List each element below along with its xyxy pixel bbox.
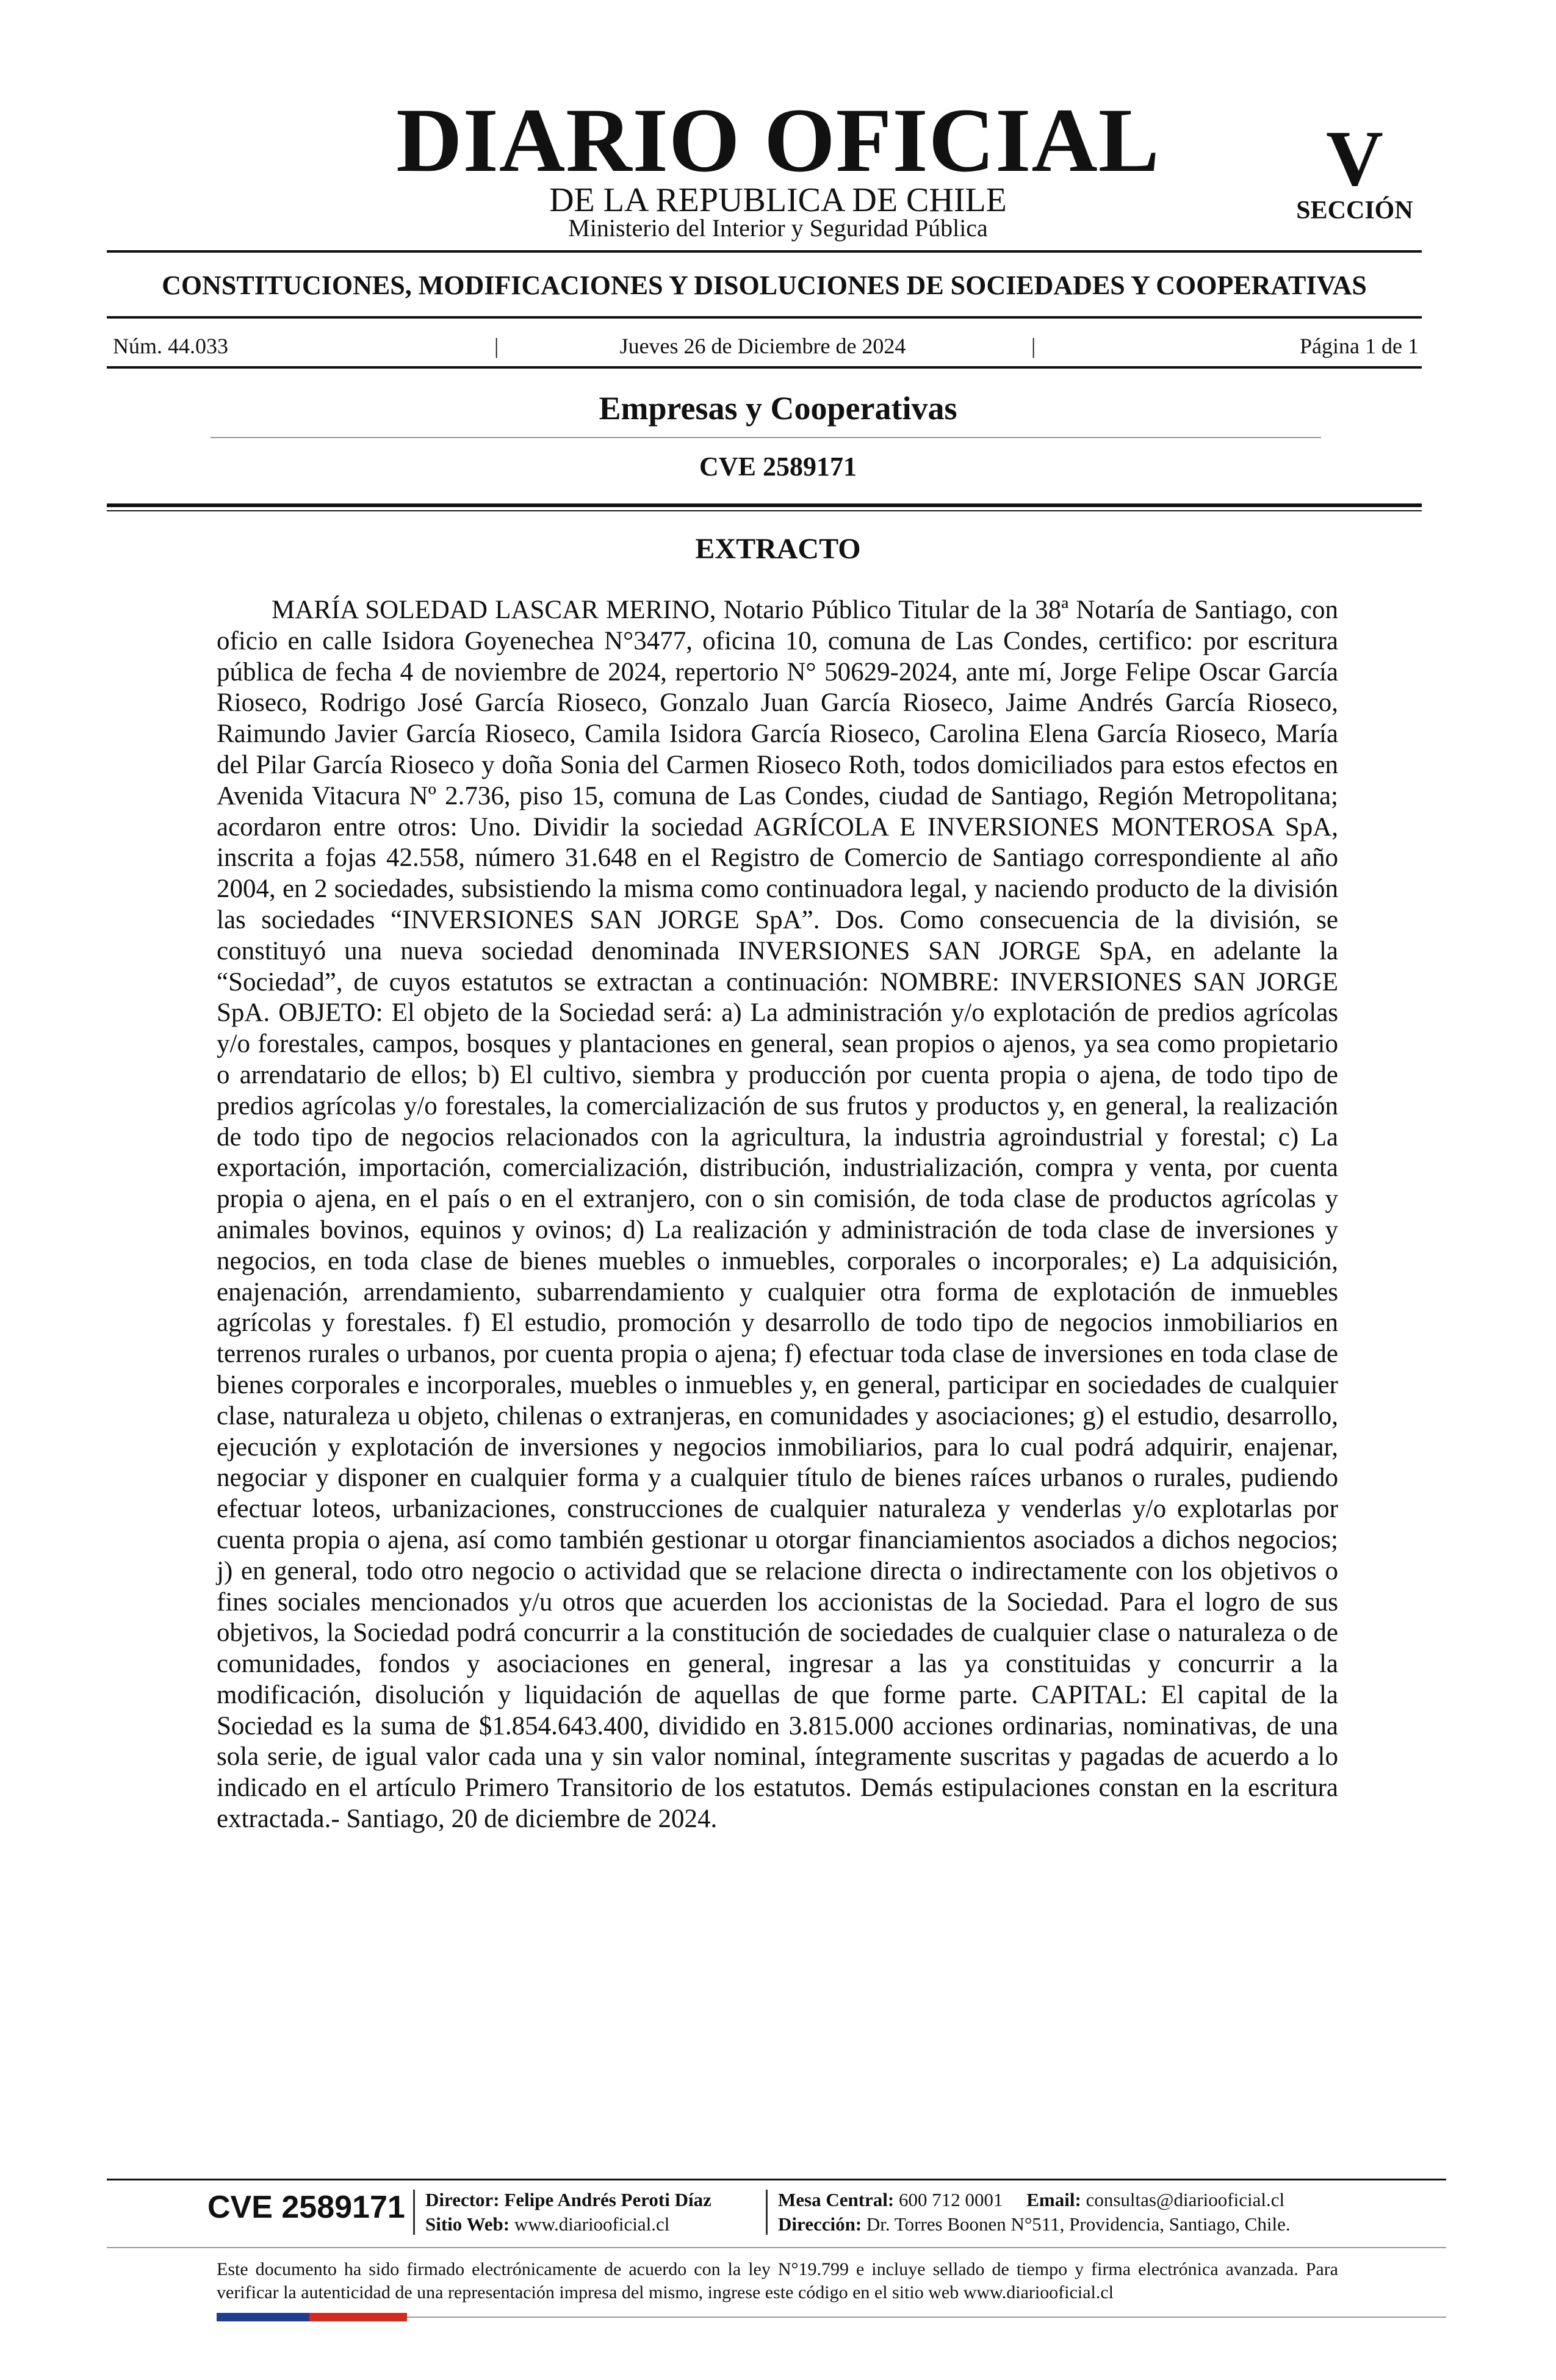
website-link[interactable]: www.diariooficial.cl: [514, 2213, 670, 2235]
category-title: CONSTITUCIONES, MODIFICACIONES Y DISOLUCIONES DE SOCIEDADES Y COOPERATIVAS: [162, 270, 1367, 300]
footer-rule-top: [107, 2179, 1446, 2180]
director-label: Director:: [425, 2189, 500, 2210]
cve-code: CVE 2589171: [699, 452, 857, 481]
footer-divider: [413, 2190, 415, 2235]
footer-cve: CVE 2589171: [207, 2190, 405, 2225]
footer-divider: [766, 2190, 768, 2235]
ministry-line: Ministerio del Interior y Seguridad Pública: [568, 214, 988, 242]
extract-body: MARÍA SOLEDAD LASCAR MERINO, Notario Público Titular de la 38ª Notaría de Santiago, con oficio en calle Isidora Goyenechea N°3477, oficina 10, comuna de Las Condes, certifico: por escritura pública de fecha 4 de noviembre de 2024, repertorio N° 50629-2024, ante mí, Jorge Felipe Oscar García Rioseco, Rodrigo José García Rioseco, Gonzalo Juan García Rioseco, Jaime Andrés García Rioseco, Raimundo Javier García Rioseco, Camila Isidora García Rioseco, Carolina Elena García Rioseco, María del Pilar García Rioseco y doña Sonia del Carmen Rioseco Roth, todos domiciliados para estos efectos en Avenida Vitacura Nº 2.736, piso 15, comuna de Las Condes, ciudad de Santiago, Región Metropolitana; acordaron entre otros: Uno. Dividir la sociedad AGRÍCOLA E INVERSIONES MONTEROSA SpA, inscrita a fojas 42.558, número 31.648 en el Registro de Comercio de Santiago correspondiente al año 2004, en 2 sociedades, subsistiendo la misma como continuadora legal, y naciendo producto de la división las sociedades “INVERSIONES SAN JORGE SpA”. Dos. Como consecuencia de la división, se constituyó una nueva sociedad denominada INVERSIONES SAN JORGE SpA, en adelante la “Sociedad”, de cuyos estatutos se extractan a continuación: NOMBRE: INVERSIONES SAN JORGE SpA. OBJETO: El objeto de la Sociedad será: a) La administración y/o explotación de predios agrícolas y/o forestales, campos, bosques y plantaciones en general, sean propios o ajenos, ya sea como propietario o arrendatario de ellos; b) El cultivo, siembra y producción por cuenta propia o ajena, de todo tipo de predios agrícolas y/o forestales, la comercialización de sus frutos y productos y, en general, la realización de todo tipo de negocios relacionados con la agricultura, la industria agroindustrial y forestal; c) La exportación, importación, comercialización, distribución, industrialización, compra y venta, por cuenta propia o ajena, en el país o en el extranjero, con o sin comisión, de toda clase de productos agrícolas y animales bovinos, equinos y ovinos; d) La realización y administración de toda clase de inversiones y negocios, en toda clase de bienes muebles o inmuebles, corporales o incorporales; e) La adquisición, enajenación, arrendamiento, subarrendamiento y cualquier otra forma de explotación de inmuebles agrícolas y forestales. f) El estudio, promoción y desarrollo de todo tipo de negocios inmobiliarios en terrenos rurales o urbanos, por cuenta propia o ajena; f) efectuar toda clase de inversiones en toda clase de bienes corporales e incorporales, muebles o inmuebles y, en general, participar en sociedades de cualquier clase, naturaleza u objeto, chilenas o extranjeras, en comunidades y asociaciones; g) el estudio, desarrollo, ejecución y explotación de inversiones y negocios inmobiliarios, para lo cual podrá adquirir, enajenar, negociar y disponer en cualquier forma y a cualquier título de bienes raíces urbanos o rurales, pudiendo efectuar loteos, urbanizaciones, construcciones de cualquier naturaleza y venderlas y/o explotarlas por cuenta propia o ajena, así como también gestionar u otorgar financiamientos asociados a dichos negocios; j) en general, todo otro negocio o actividad que se relacione directa o indirectamente con los objetivos o fines sociales mencionados y/u otros que acuerden los accionistas de la Sociedad. Para el logro de sus objetivos, la Sociedad podrá concurrir a la constitución de sociedades de cualquier clase o naturaleza o de comunidades, fondos y asociaciones en general, ingresar a las ya constituidas y concurrir a la modificación, disolución y liquidación de aquellas de que forme parte. CAPITAL: El capital de la Sociedad es la suma de $1.854.643.400, dividido en 3.815.000 acciones ordinarias, nominativas, de una sola serie, de igual valor cada una y sin valor nominal, íntegramente suscritas y pagadas de acuerdo a lo indicado en el artículo Primero Transitorio de los estatutos. Demás estipulaciones constan en la escritura extractada.- Santiago, 20 de diciembre de 2024.: [217, 596, 1338, 1834]
footer-website: [425, 2212, 711, 2237]
phone-value: 600 712 0001: [899, 2189, 1003, 2210]
director-name: Felipe Andrés Peroti Díaz: [504, 2189, 711, 2210]
page-indicator: Página 1 de 1: [1300, 334, 1419, 358]
issue-date: Jueves 26 de Diciembre de 2024: [619, 334, 906, 358]
meta-separator: |: [1031, 334, 1036, 358]
newspaper-subtitle: DE LA REPUBLICA DE CHILE: [549, 181, 1007, 219]
flag-stripe-red: [309, 2313, 407, 2321]
footer-director: [425, 2188, 711, 2212]
footer-address: [778, 2212, 1291, 2237]
footer-director-block: [425, 2188, 711, 2237]
header-rule-middle: [107, 316, 1422, 319]
email-label: Email:: [1026, 2189, 1081, 2210]
content-rule-thick: [107, 503, 1422, 507]
content-rule-thin: [107, 510, 1422, 511]
rubric-divider: [211, 437, 1321, 438]
section-label: SECCIÓN: [1296, 197, 1413, 225]
issue-number: Núm. 44.033: [113, 334, 228, 358]
footer-contact-line: [778, 2188, 1291, 2212]
flag-stripe-blue: [217, 2313, 309, 2321]
header-rule-top: [107, 250, 1422, 253]
section-rubric: Empresas y Cooperativas: [599, 390, 957, 427]
footer-rule-middle: [107, 2247, 1446, 2248]
footer-rule-bottom: [407, 2317, 1446, 2318]
header-rule-bottom: [107, 366, 1422, 369]
phone-label: Mesa Central:: [778, 2189, 895, 2210]
website-label: Sitio Web:: [425, 2213, 510, 2235]
document-heading: EXTRACTO: [695, 533, 861, 565]
footer-contact-block: [778, 2188, 1291, 2237]
meta-separator: |: [494, 334, 499, 358]
section-letter: V: [1326, 115, 1383, 203]
email-link[interactable]: consultas@diariooficial.cl: [1086, 2189, 1285, 2210]
newspaper-title: DIARIO OFICIAL: [396, 90, 1160, 191]
address-label: Dirección:: [778, 2213, 862, 2235]
address-value: Dr. Torres Boonen N°511, Providencia, Santiago, Chile.: [866, 2213, 1291, 2235]
footer-verification-note: Este documento ha sido firmado electrónicamente de acuerdo con la ley N°19.799 e incluye sellado de tiempo y firma electrónica avanzada. Para verificar la autenticidad de una representación impresa del mismo, ingrese este código en el sitio web www.diariooficial.cl: [217, 2259, 1338, 2302]
